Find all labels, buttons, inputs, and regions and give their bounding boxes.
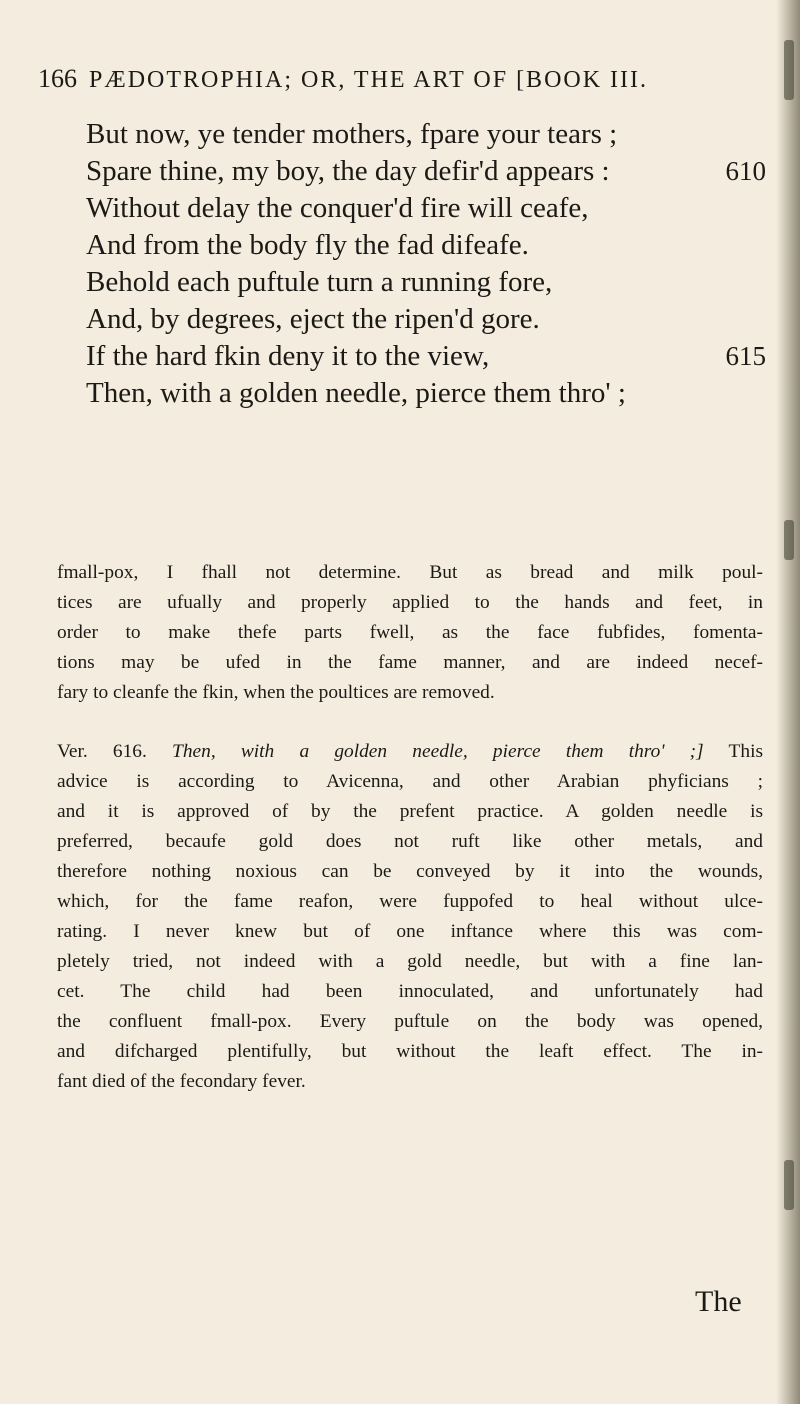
footnote-line: rating. I never knew but of one inftance where this was com- <box>57 921 763 942</box>
verse-text: Then, with a golden needle, pierce them thro' ; <box>86 377 626 409</box>
verse-line <box>86 116 766 153</box>
line-number: 615 <box>725 341 766 371</box>
verse-text: Without delay the conquer'd fire will ceafe, <box>86 192 589 224</box>
footnote-line: advice is according to Avicenna, and other Arabian phyficians ; <box>57 771 763 792</box>
verse-text: Spare thine, my boy, the day defir'd appears : <box>86 155 610 187</box>
footnote-text: This <box>728 741 764 762</box>
verse-text: And, by degrees, eject the ripen'd gore. <box>86 303 540 335</box>
verse-line <box>86 264 766 301</box>
catchword: The <box>695 1285 742 1318</box>
footnote-line: fant died of the fecondary fever. <box>57 1071 306 1092</box>
footnote-line: fmall-pox, I fhall not determine. But as bread and milk poul- <box>57 562 763 583</box>
footnote-line: and it is approved of by the prefent practice. A golden needle is <box>57 801 763 822</box>
edge-stain <box>784 1160 794 1210</box>
verse-text: And from the body fly the fad difeafe. <box>86 229 529 261</box>
footnote-line: cet. The child had been innoculated, and unfortunately had <box>57 981 763 1002</box>
verse-line <box>86 338 766 375</box>
edge-stain <box>784 520 794 560</box>
verse-text: If the hard fkin deny it to the view, <box>86 340 490 372</box>
line-number: 610 <box>725 156 766 186</box>
footnote-line: and difcharged plentifully, but without the leaft effect. The in- <box>57 1041 763 1062</box>
verse-line <box>86 190 766 227</box>
verse-line <box>86 375 766 412</box>
footnote-first-line <box>57 737 763 767</box>
page-number: 166 <box>38 64 77 93</box>
footnote-line: order to make thefe parts fwell, as the face fubfides, fomenta- <box>57 622 763 643</box>
footnote-line: tices are ufually and properly applied to the hands and feet, in <box>57 592 763 613</box>
edge-stain <box>784 40 794 100</box>
footnote-line: pletely tried, not indeed with a gold needle, but with a fine lan- <box>57 951 763 972</box>
footnote-line: fary to cleanfe the fkin, when the poultices are removed. <box>57 682 495 703</box>
verse-line <box>86 227 766 264</box>
footnote-line: which, for the fame reafon, were fuppofed to heal without ulce- <box>57 891 763 912</box>
verse-reference: Ver. 616. <box>57 741 147 762</box>
running-title: PÆDOTROPHIA; OR, THE ART OF [BOOK III. <box>89 67 649 93</box>
verse-text: Behold each puftule turn a running fore, <box>86 266 553 298</box>
footnote-line: tions may be ufed in the fame manner, and are indeed necef- <box>57 652 763 673</box>
verse-text: But now, ye tender mothers, fpare your tears ; <box>86 118 618 150</box>
footnote-line: the confluent fmall-pox. Every puftule on the body was opened, <box>57 1011 763 1032</box>
verse-line <box>86 301 766 338</box>
quoted-verse: Then, with a golden needle, pierce them thro' ;] <box>172 741 704 762</box>
running-header <box>38 64 758 104</box>
verse-line <box>86 153 766 190</box>
footnote-line: therefore nothing noxious can be conveyed by it into the wounds, <box>57 861 763 882</box>
footnote-line: preferred, becaufe gold does not ruft like other metals, and <box>57 831 763 852</box>
